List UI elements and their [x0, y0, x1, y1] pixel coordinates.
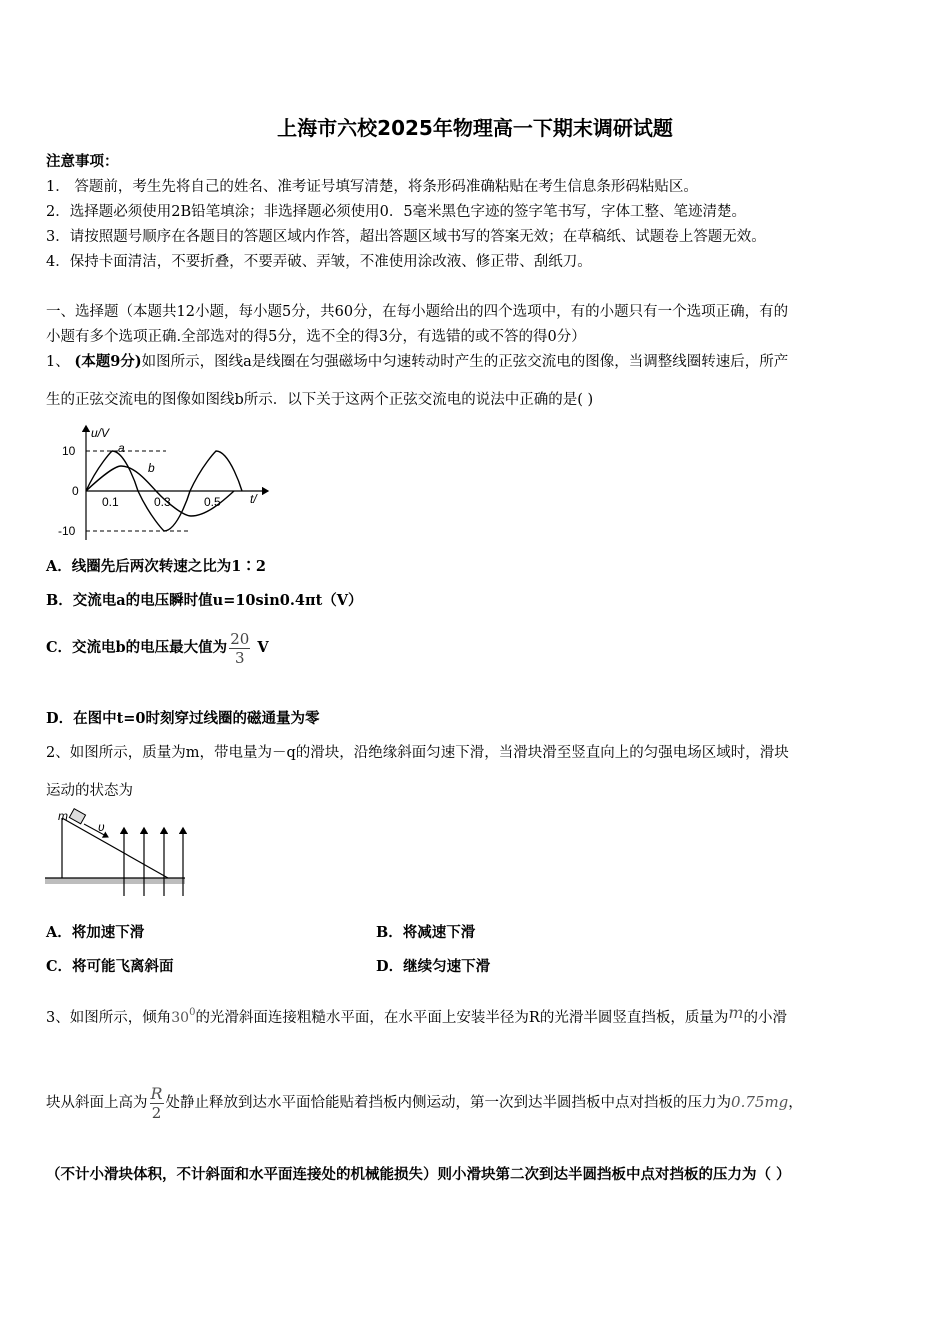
mass-symbol: m [728, 1003, 744, 1022]
notice-item-2: 2．选择题必须使用2B铅笔填涂；非选择题必须使用0．5毫米黑色字迹的签字笔书写，字体工整、笔迹清楚。 [46, 204, 747, 220]
option-c-fraction [229, 630, 250, 667]
q3-text-4: 块从斜面上高为 [46, 1095, 148, 1111]
question-1-stem-line-2: 生的正弦交流电的图像如图线b所示．以下关于这两个正弦交流电的说法中正确的是( ) [46, 392, 594, 408]
question-3-stem-line-1 [46, 1003, 787, 1028]
question-1-score-tag: (本题9分) [74, 353, 142, 370]
section-intro-line-2: 小题有多个选项正确.全部选对的得5分，选不全的得3分，有选错的或不答的得0分） [46, 329, 586, 345]
graph-x-label: t/ [250, 492, 257, 506]
page-title: 上海市六校2025年物理高一下期末调研试题 [277, 116, 673, 140]
question-1-option-a: A．线圈先后两次转速之比为1∶2 [46, 558, 266, 575]
angle-value [171, 1007, 196, 1026]
height-fraction [150, 1085, 164, 1122]
curve-a-label: a [118, 441, 125, 455]
incline-surface [62, 818, 168, 878]
q3-text-6: ， [788, 1095, 803, 1111]
question-2-option-c: C．将可能飞离斜面 [46, 958, 174, 975]
graph-y-tick-neg10: -10 [58, 524, 76, 538]
question-2-option-b: B．将减速下滑 [376, 924, 476, 941]
mass-label: m [58, 809, 68, 823]
graph-y-tick-10: 10 [62, 444, 76, 458]
question-1-stem-text: 如图所示，图线a是线圈在匀强磁场中匀速转动时产生的正弦交流电的图像，当调整线圈转速后，所产 [141, 354, 789, 370]
question-2-figure [44, 808, 190, 900]
curve-b-label: b [148, 461, 155, 475]
angle-degree: 0 [189, 1007, 196, 1018]
graph-x-tick-0.1: 0.1 [102, 495, 119, 509]
notice-item-4: 4．保持卡面清洁，不要折叠，不要弄破、弄皱，不准使用涂改液、修正带、刮纸刀。 [46, 254, 592, 270]
q3-text-1: 3、如图所示，倾角 [46, 1010, 172, 1026]
fraction-denominator: 2 [151, 1103, 162, 1122]
question-2-option-d: D．继续匀速下滑 [376, 958, 491, 975]
q3-text-3: 的小滑 [743, 1010, 788, 1026]
notice-heading: 注意事项： [46, 153, 119, 170]
notice-item-3: 3．请按照题号顺序在各题目的答题区域内作答，超出答题区域书写的答案无效；在草稿纸、试题卷上答题无效。 [46, 229, 766, 245]
fraction-numerator: 20 [230, 629, 250, 648]
section-intro-line-1: 一、选择题（本题共12小题，每小题5分，共60分，在每小题给出的四个选项中，有的小题只有一个选项正确，有的 [46, 304, 789, 320]
option-c-unit: V [257, 639, 269, 656]
question-3-stem-line-3: （不计小滑块体积，不计斜面和水平面连接处的机械能损失）则小滑块第二次到达半圆挡板中点对挡板的压力为（ ） [46, 1166, 791, 1183]
fraction-denominator: 3 [234, 648, 245, 667]
slider-block [69, 809, 85, 824]
option-c-text: C．交流电b的电压最大值为 [46, 639, 228, 656]
question-2-stem-line-2: 运动的状态为 [46, 783, 133, 799]
question-2-option-a: A．将加速下滑 [46, 924, 145, 941]
graph-x-tick-0.3: 0.3 [154, 495, 171, 509]
question-1-number: 1、 [46, 354, 70, 370]
fraction-numerator: R [150, 1083, 163, 1103]
question-1-option-d: D．在图中t=0时刻穿过线圈的磁通量为零 [46, 710, 320, 727]
q3-text-5: 处静止释放到达水平面恰能贴着挡板内侧运动，第一次到达半圆挡板中点对挡板的压力为 [165, 1095, 732, 1111]
question-1-option-c [46, 626, 269, 670]
question-3-stem-line-2 [46, 1080, 803, 1125]
question-1-graph [56, 422, 276, 547]
question-1-stem-line-1 [46, 352, 788, 372]
question-2-stem-line-1: 2、如图所示，质量为m，带电量为－q的滑块，沿绝缘斜面匀速下滑，当滑块滑至竖直向上的匀强电场区域时，滑块 [46, 745, 789, 761]
angle-number: 30 [171, 1010, 190, 1026]
q3-text-2: 的光滑斜面连接粗糙水平面，在水平面上安装半径为R的光滑半圆竖直挡板，质量为 [195, 1010, 729, 1026]
graph-x-tick-0.5: 0.5 [204, 495, 221, 509]
graph-y-tick-0: 0 [72, 484, 79, 498]
question-1-option-b: B．交流电a的电压瞬时值u=10sin0.4πt（V） [46, 592, 363, 609]
force-value: 0.75mg [731, 1093, 789, 1111]
graph-y-label: u/V [91, 426, 110, 440]
notice-item-1: 1． 答题前，考生先将自己的姓名、准考证号填写清楚，将条形码准确粘贴在考生信息条形码粘贴区。 [46, 179, 698, 195]
velocity-label: υ [98, 820, 105, 834]
